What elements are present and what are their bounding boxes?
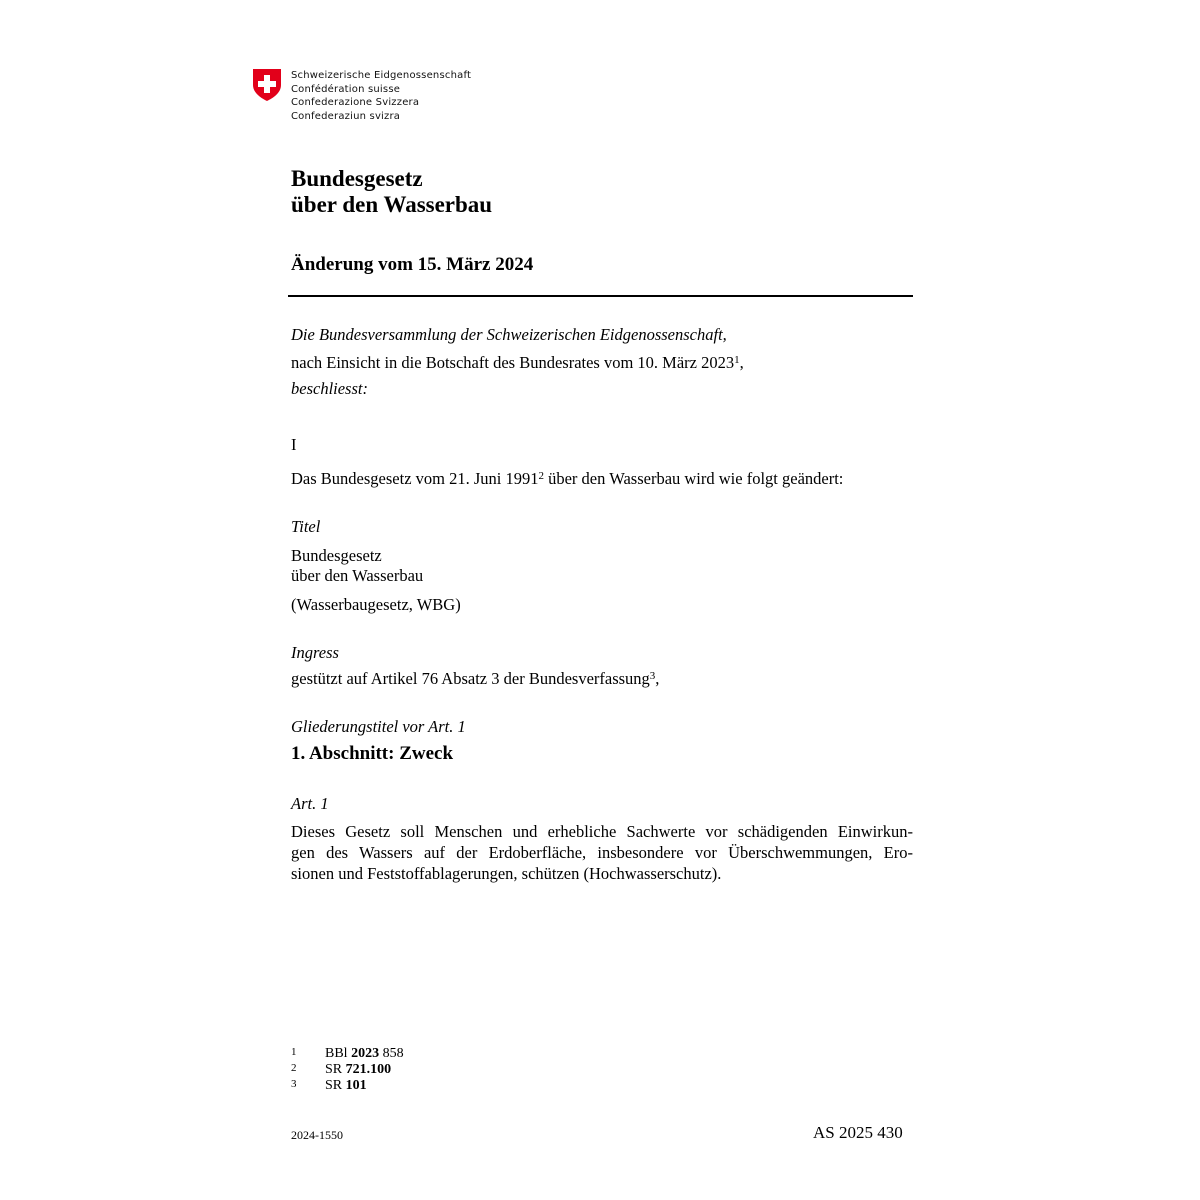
- confederation-name-rm: Confederaziun svizra: [291, 110, 401, 122]
- footnote-prefix: SR: [325, 1078, 346, 1093]
- footnote-1: [291, 1046, 404, 1062]
- document-title-line2: über den Wasserbau: [291, 192, 493, 217]
- crest-cross-horizontal: [258, 81, 276, 87]
- document-title: [291, 166, 492, 218]
- footnote-text: [325, 1046, 404, 1062]
- preamble-resolves: beschliesst:: [291, 379, 368, 398]
- article-paragraph: [291, 821, 913, 884]
- footnote-number: 3: [291, 1078, 297, 1090]
- preamble-assembly: Die Bundesversammlung der Schweizerischen Eidgenossenschaft,: [291, 325, 727, 344]
- footnote-bold: 2023: [351, 1046, 380, 1061]
- abschnitt-heading: 1. Abschnitt: Zweck: [291, 743, 454, 764]
- footnote-number: 1: [291, 1046, 297, 1058]
- article-label: Art. 1: [291, 794, 329, 813]
- footnote-text: [325, 1078, 367, 1094]
- as-reference: AS 2025 430: [813, 1123, 903, 1142]
- preamble-consideration-end: ,: [739, 353, 744, 372]
- article-line-1: Dieses Gesetz soll Menschen und erhebliche Sachwerte vor schädigenden Einwirkun-: [291, 822, 913, 841]
- titel-line2: über den Wasserbau: [291, 566, 424, 585]
- document-number: 2024-1550: [291, 1128, 343, 1142]
- footnote-number: 2: [291, 1062, 297, 1074]
- document-title-line1: Bundesgesetz: [291, 166, 423, 191]
- intro-text-end: über den Wasserbau wird wie folgt geändert:: [543, 469, 844, 488]
- footnote-bold: 101: [345, 1078, 367, 1093]
- swiss-crest-icon: [253, 69, 281, 101]
- footnote-ref-2[interactable]: 2: [538, 470, 544, 482]
- article-line-3: sionen und Feststoffablagerungen, schützen (Hochwasserschutz).: [291, 864, 722, 883]
- intro-text: Das Bundesgesetz vom 21. Juni 1991: [291, 469, 539, 488]
- title-divider: [288, 295, 913, 297]
- confederation-names: [291, 69, 471, 123]
- titel-label: Titel: [291, 517, 321, 536]
- footnote-prefix: SR: [325, 1062, 346, 1077]
- ingress-label: Ingress: [291, 643, 339, 662]
- preamble-consideration-text: nach Einsicht in die Botschaft des Bundesrates vom 10. März 2023: [291, 353, 735, 372]
- amendment-date: Änderung vom 15. März 2024: [291, 254, 534, 275]
- gliederung-label: Gliederungstitel vor Art. 1: [291, 717, 466, 736]
- ingress-text-end: ,: [655, 669, 660, 688]
- titel-short-name: (Wasserbaugesetz, WBG): [291, 595, 461, 614]
- footnote-suffix: 858: [379, 1046, 404, 1061]
- footnote-3: [291, 1078, 404, 1094]
- footnote-ref-3[interactable]: 3: [649, 670, 656, 682]
- confederation-name-de: Schweizerische Eidgenossenschaft: [291, 70, 472, 81]
- confederation-name-it: Confederazione Svizzera: [291, 97, 420, 109]
- section-roman-numeral: I: [291, 435, 297, 454]
- article-line-2: gen des Wassers auf der Erdoberfläche, insbesondere vor Überschwemmungen, Ero-: [291, 843, 913, 862]
- ingress-text: [291, 668, 659, 690]
- footnote-text: [325, 1062, 391, 1078]
- footnote-bold: 721.100: [345, 1062, 392, 1077]
- preamble-consideration: [291, 352, 744, 374]
- footnote-prefix: BBl: [325, 1046, 352, 1061]
- footnote-ref-1[interactable]: 1: [734, 354, 740, 366]
- confederation-name-fr: Confédération suisse: [291, 83, 401, 95]
- intro-sentence: [291, 468, 843, 490]
- ingress-text-body: gestützt auf Artikel 76 Absatz 3 der Bundesverfassung: [291, 669, 650, 688]
- footnote-2: [291, 1062, 404, 1078]
- footnotes: [291, 1046, 404, 1094]
- titel-line1: Bundesgesetz: [291, 546, 382, 565]
